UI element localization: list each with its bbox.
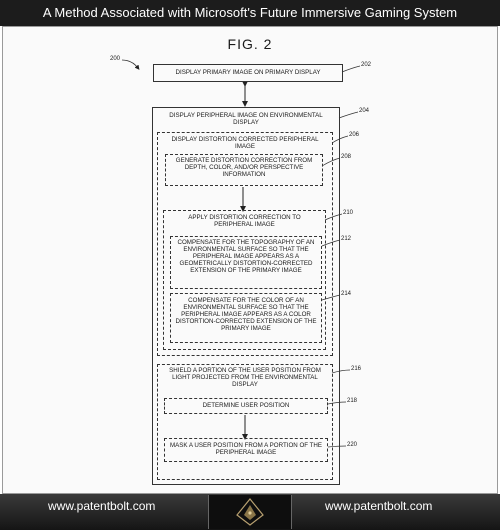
ref-212: 212 [341,236,352,242]
step-216-text: SHIELD A PORTION OF THE USER POSITION FROM LIGHT PROJECTED FROM THE ENVIRONMENTAL DISPLAY [169,367,321,388]
ref-206: 206 [349,132,360,138]
ref-220: 220 [347,442,358,448]
ref-218: 218 [347,398,358,404]
ref-204: 204 [359,108,370,114]
header-title: A Method Associated with Microsoft's Future Immersive Gaming System [0,0,500,26]
footer-bar [0,494,500,530]
step-202-text: DISPLAY PRIMARY IMAGE ON PRIMARY DISPLAY [175,69,321,76]
figure-title: FIG. 2 [227,36,273,52]
ref-204-leader [339,112,358,118]
step-212-text: COMPENSATE FOR THE TOPOGRAPHY OF AN ENVIRONMENTAL SURFACE SO THAT THE PERIPHERAL IMAGE APPEARS AS A GEOMETRICALLY DISTORTION-CORRECTED EXTENSION OF THE PRIMARY IMAGE [177,239,315,274]
patentbolt-logo [208,495,292,529]
ref-202-leader [342,66,360,72]
figure-ref-200: 200 [110,56,121,62]
step-220-text: MASK A USER POSITION FROM A PORTION OF THE PERIPHERAL IMAGE [169,442,323,456]
ref-208: 208 [341,154,352,160]
ref-202: 202 [361,62,372,68]
step-208-text: GENERATE DISTORTION CORRECTION FROM DEPTH, COLOR, AND/OR PERSPECTIVE INFORMATION [175,157,313,178]
footer-link-right[interactable]: www.patentbolt.com [325,499,433,513]
footer-link-left[interactable]: www.patentbolt.com [48,499,156,513]
ref-214: 214 [341,291,352,297]
step-214-text: COMPENSATE FOR THE COLOR OF AN ENVIRONMENTAL SURFACE SO THAT THE PERIPHERAL IMAGE APPEARS AS A COLOR DISTORTION-CORRECTED EXTENSION OF THE PRIMARY IMAGE [175,297,317,332]
ref-200-leader [122,60,138,68]
logo-emblem-icon [209,495,291,529]
ref-210: 210 [343,210,354,216]
ref-216: 216 [351,366,362,372]
step-204-text: DISPLAY PERIPHERAL IMAGE ON ENVIRONMENTAL DISPLAY [169,112,323,126]
step-218-text: DETERMINE USER POSITION [202,402,290,409]
step-206-text: DISPLAY DISTORTION CORRECTED PERIPHERAL IMAGE [171,136,319,150]
step-202-display-primary-image [153,64,343,82]
step-210-text: APPLY DISTORTION CORRECTION TO PERIPHERAL IMAGE [188,214,301,228]
